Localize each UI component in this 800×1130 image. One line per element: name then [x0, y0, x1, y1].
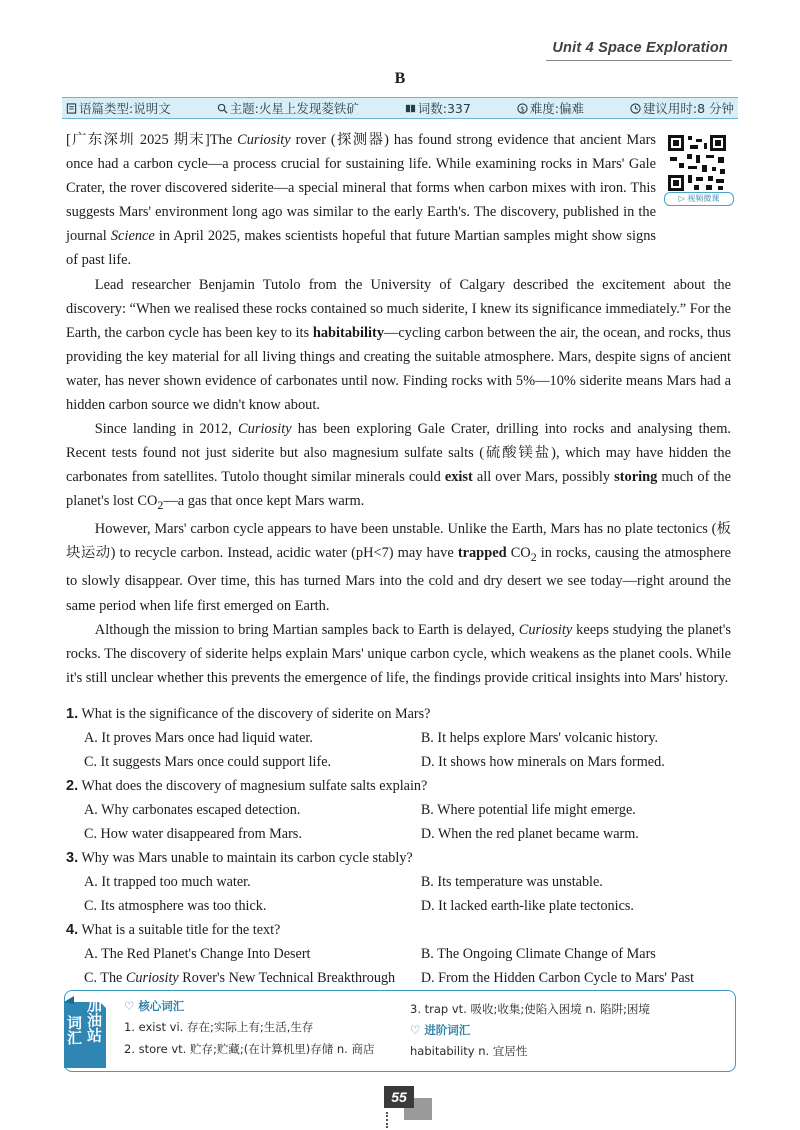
info-time: [630, 99, 734, 117]
p1-science: Science: [110, 228, 155, 245]
p3-text-d: much of the planet's lost CO: [66, 469, 731, 510]
info-difficulty-text: 难度:偏难: [529, 101, 584, 116]
paragraph-3: [66, 417, 731, 517]
question-stem: Why was Mars unable to maintain its carbon cycle stably?: [78, 850, 413, 866]
p1-curiosity: Curiosity: [237, 132, 291, 148]
option-a[interactable]: A. It trapped too much water.: [84, 874, 251, 890]
qr-video-tag[interactable]: ▷ 视频微课: [664, 192, 734, 206]
option-b[interactable]: B. Where potential life might emerge.: [420, 802, 636, 818]
p1-text-c: in April 2025, makes scientists hopeful that future Martian samples might show signs of past life.: [66, 228, 656, 269]
heart-icon: ♡: [124, 999, 135, 1013]
page-dots: [386, 1112, 390, 1128]
p3-text-a: Since landing in 2012,: [94, 421, 239, 438]
question-1: [66, 702, 736, 774]
paragraph-4: [66, 517, 731, 617]
question-number: 4.: [66, 922, 79, 938]
option-d[interactable]: D. When the red planet became warm.: [420, 826, 639, 842]
vocab-badge: [60, 996, 110, 1074]
p4-text-b: CO: [506, 545, 531, 562]
info-topic-text: 主题:火星上发现菱铁矿: [229, 101, 359, 116]
p5-text-b: keeps studying the planet's rocks. The discovery of siderite helps explain Mars' unique carbon cycle, which weakens as the planet cools. While it's still unclear whether this prevents the emergence of life, the findings provide critical insights into Mars' history.: [66, 621, 731, 686]
clock-icon: [630, 103, 641, 114]
option-a[interactable]: A. The Red Planet's Change Into Desert: [84, 946, 311, 962]
p3-text-e: —a gas that once kept Mars warm.: [163, 493, 365, 510]
vocab-entry: habitability n. 宜居性: [410, 1044, 528, 1058]
vocab-adv-title-text: 进阶词汇: [424, 1023, 471, 1037]
p2-habitability: habitability: [312, 324, 385, 341]
question-2: [66, 774, 736, 846]
question-3: [66, 846, 736, 918]
vocab-entry: 1. exist vi. 存在;实际上有;生活,生存: [124, 1020, 314, 1034]
vocab-badge-text: 词汇: [65, 1015, 83, 1045]
vocab-entry: 2. store vt. 贮存;贮藏;(在计算机里)存储 n. 商店: [124, 1042, 375, 1056]
vocab-advanced-column: [410, 998, 650, 1062]
option-b[interactable]: B. Its temperature was unstable.: [420, 874, 603, 890]
question-stem: What is a suitable title for the text?: [78, 922, 281, 938]
info-word-count-text: 词数:337: [417, 101, 471, 116]
question-number: 1.: [66, 706, 79, 722]
vocab-core-title: [124, 996, 374, 1016]
passage: [66, 128, 731, 690]
vocab-entry: 3. trap vt. 吸收;收集;使陷入困境 n. 陷阱;困境: [410, 1002, 650, 1016]
p4-sub: 2: [530, 550, 537, 565]
p3-curiosity: Curiosity: [238, 421, 292, 438]
question-4: [66, 918, 736, 990]
p3-sub: 2: [157, 498, 164, 513]
paragraph-1-body: [66, 128, 656, 273]
paragraph-1: [66, 128, 731, 273]
option-c[interactable]: C. It suggests Mars once could support life.: [84, 754, 332, 770]
document-icon: [66, 103, 77, 114]
page-number: 55: [384, 1086, 414, 1108]
option-c[interactable]: C. How water disappeared from Mars.: [84, 826, 302, 842]
option-b[interactable]: B. The Ongoing Climate Change of Mars: [420, 946, 656, 962]
option-c[interactable]: [84, 966, 421, 990]
section-letter: B: [394, 70, 406, 87]
p4-trapped: trapped: [457, 545, 507, 562]
questions: [66, 702, 736, 990]
info-type: [66, 99, 171, 117]
header-rule: [546, 60, 732, 61]
p2-text-a: Lead researcher Benjamin Tutolo from the University of Calgary described the excitement about the discovery: “When we realised these rocks contained so much siderite, I knew its significance immediately.” For the Earth, the carbon cycle has been key to its: [66, 276, 731, 341]
p4-text-a: However, Mars' carbon cycle appears to have been unstable. Unlike the Earth, Mars has no plate tectonics (板块运动) to recycle carbon. Instead, acidic water (pH<7) may have: [66, 521, 731, 562]
p3-text-c: all over Mars, possibly: [472, 469, 615, 486]
option-b[interactable]: B. It helps explore Mars' volcanic history.: [420, 730, 659, 746]
book-icon: [405, 103, 416, 114]
info-difficulty: [517, 99, 584, 117]
p3-exist: exist: [444, 469, 473, 486]
info-topic: [217, 99, 359, 117]
p1-text-a: The: [209, 132, 238, 148]
p2-text-b: —cycling carbon between the air, the ocean, and rocks, thus providing the key material for all living things and creating the suitable atmosphere. Mars, despite signs of ancient water, has never shown evidence of carbonates until now. Finding rocks with 5%—10% siderite means Mars had a hidden carbon source we didn't know about.: [66, 324, 731, 414]
p3-text-b: has been exploring Gale Crater, drilling into rocks and analysing them. Recent tests found not just siderite but also magnesium sulfate salts (硫酸镁盐), which may have hidden the carbonates from satellites. Tutolo thought similar minerals could: [66, 421, 731, 486]
difficulty-icon: [517, 103, 528, 114]
p1-text-b: rover (探测器) has found strong evidence that ancient Mars once had a carbon cycle—a process crucial for sustaining life. While examining rocks in Mars' Gale Crater, the rover discovered siderite—a special mineral that forms when carbon mixes with iron. This suggests Mars' environment long ago was similar to the early Earth's. The discovery, published in the journal: [66, 132, 656, 245]
p5-text-a: Although the mission to bring Martian samples back to Earth is delayed,: [94, 621, 519, 638]
unit-header: Unit 4 Space Exploration: [552, 40, 728, 56]
option-d[interactable]: D. It lacked earth-like plate tectonics.: [420, 898, 634, 914]
question-stem: What is the significance of the discovery of siderite on Mars?: [78, 706, 431, 722]
question-number: 2.: [66, 778, 79, 794]
info-bar: [62, 97, 738, 119]
option-c-italic: Curiosity: [125, 970, 179, 986]
svg-text:加油站: 加油站: [85, 997, 103, 1043]
option-c[interactable]: C. Its atmosphere was too thick.: [84, 898, 267, 914]
info-type-text: 语篇类型:说明文: [79, 101, 171, 116]
vocab-core-title-text: 核心词汇: [138, 999, 185, 1013]
question-stem: What does the discovery of magnesium sulfate salts explain?: [78, 778, 428, 794]
p3-storing: storing: [614, 469, 658, 486]
p5-curiosity: Curiosity: [518, 621, 573, 638]
paragraph-5: [66, 618, 731, 690]
option-d[interactable]: D. From the Hidden Carbon Cycle to Mars' Past: [420, 970, 695, 986]
option-d[interactable]: D. It shows how minerals on Mars formed.: [420, 754, 665, 770]
svg-text:$: $: [519, 103, 525, 113]
paragraph-2: [66, 273, 731, 418]
question-number: 3.: [66, 850, 79, 866]
option-a[interactable]: A. Why carbonates escaped detection.: [84, 802, 301, 818]
info-word-count: [405, 99, 471, 117]
info-time-text: 建议用时:8 分钟: [642, 101, 734, 116]
source-tag: [广东深圳 2025 期末]: [66, 132, 210, 148]
qr-tag-text: 视频微课: [687, 194, 720, 203]
option-a[interactable]: A. It proves Mars once had liquid water.: [84, 730, 313, 746]
p4-text-c: in rocks, causing the atmosphere to slowly disappear. Over time, this has turned Mars into the cold and dry desert we see today—right around the same period when life first emerged on Earth.: [66, 545, 732, 614]
vocab-core-column: [124, 996, 374, 1060]
option-c-post: Rover's New Technical Breakthrough: [178, 970, 396, 986]
search-icon: [217, 103, 228, 114]
vocab-adv-title: [410, 1020, 650, 1040]
heart-icon: ♡: [410, 1023, 421, 1037]
option-c-pre: C. The: [84, 970, 126, 986]
